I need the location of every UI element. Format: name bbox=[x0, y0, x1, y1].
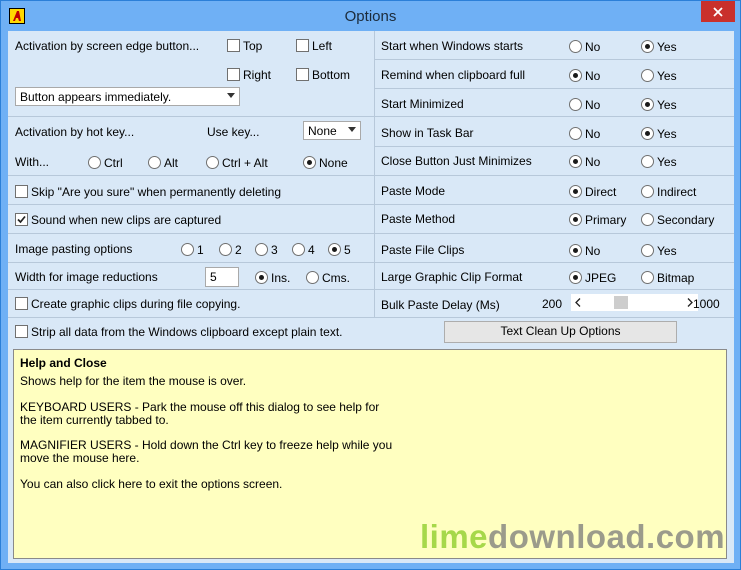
paste-file-clips-yes-radio[interactable] bbox=[641, 244, 654, 257]
bulk-delay-label: Bulk Paste Delay (Ms) bbox=[381, 298, 500, 312]
width-cms-radio[interactable] bbox=[306, 271, 319, 284]
usekey-value: None bbox=[308, 124, 337, 138]
row-divider bbox=[8, 262, 734, 263]
width-ins-radio[interactable] bbox=[255, 271, 268, 284]
image-paste-3-radio[interactable] bbox=[255, 243, 268, 256]
help-text: Shows help for the item the mouse is over. bbox=[20, 374, 247, 388]
with-ctrl-alt-radio[interactable] bbox=[206, 156, 219, 169]
large-graphic-clip-format-bitmap-radio[interactable] bbox=[641, 271, 654, 284]
strip-data-label: Strip all data from the Windows clipboard except plain text. bbox=[31, 325, 343, 339]
with-alt-label: Alt bbox=[164, 156, 179, 170]
start-minimized-label: Start Minimized bbox=[381, 97, 464, 111]
help-text: the item currently tabbed to. bbox=[20, 413, 169, 427]
paste-method-secondary-radio[interactable] bbox=[641, 213, 654, 226]
with-ctrl-radio[interactable] bbox=[88, 156, 101, 169]
show-in-task-bar-yes-label: Yes bbox=[657, 127, 677, 141]
paste-method-primary-radio[interactable] bbox=[569, 213, 582, 226]
with-none-radio[interactable] bbox=[303, 156, 316, 169]
paste-mode-indirect-label: Indirect bbox=[657, 185, 697, 199]
close-button-just-minimizes-no-radio[interactable] bbox=[569, 155, 582, 168]
edge-bottom-checkbox[interactable] bbox=[296, 68, 309, 81]
image-paste-5-radio[interactable] bbox=[328, 243, 341, 256]
start-when-windows-starts-label: Start when Windows starts bbox=[381, 39, 524, 53]
edge-left-label: Left bbox=[312, 39, 333, 53]
start-when-windows-starts-no-radio[interactable] bbox=[569, 40, 582, 53]
row-divider bbox=[8, 233, 734, 234]
options-panel bbox=[8, 31, 734, 563]
row-divider bbox=[8, 317, 734, 318]
width-label: Width for image reductions bbox=[15, 270, 158, 284]
hotkey-activation-label: Activation by hot key... bbox=[15, 125, 135, 139]
usekey-select[interactable] bbox=[303, 121, 361, 140]
help-text: move the mouse here. bbox=[20, 451, 140, 465]
large-graphic-clip-format-jpeg-label: JPEG bbox=[585, 271, 617, 285]
paste-file-clips-label: Paste File Clips bbox=[381, 243, 465, 257]
skip-confirm-checkbox[interactable] bbox=[15, 185, 28, 198]
large-graphic-clip-format-jpeg-radio[interactable] bbox=[569, 271, 582, 284]
edge-right-label: Right bbox=[243, 68, 272, 82]
image-paste-5-label: 5 bbox=[344, 243, 351, 257]
width-input[interactable] bbox=[205, 267, 239, 287]
start-minimized-yes-label: Yes bbox=[657, 98, 677, 112]
watermark-part1: lime bbox=[420, 518, 489, 555]
paste-file-clips-yes-label: Yes bbox=[657, 244, 677, 258]
close-button-just-minimizes-yes-label: Yes bbox=[657, 155, 677, 169]
close-button[interactable] bbox=[701, 1, 735, 22]
with-ctrl-label: Ctrl bbox=[104, 156, 123, 170]
chevron-left-icon[interactable] bbox=[575, 298, 581, 307]
start-when-windows-starts-yes-radio[interactable] bbox=[641, 40, 654, 53]
paste-method-label: Paste Method bbox=[381, 212, 456, 226]
with-label: With... bbox=[15, 155, 50, 169]
paste-file-clips-no-radio[interactable] bbox=[569, 244, 582, 257]
close-button-just-minimizes-yes-radio[interactable] bbox=[641, 155, 654, 168]
row-divider bbox=[8, 175, 734, 176]
image-paste-label: Image pasting options bbox=[15, 242, 133, 256]
close-button-just-minimizes-no-label: No bbox=[585, 155, 601, 169]
watermark bbox=[420, 518, 725, 556]
chevron-down-icon bbox=[348, 127, 356, 133]
check-icon bbox=[16, 214, 27, 225]
start-when-windows-starts-no-label: No bbox=[585, 40, 601, 54]
with-alt-radio[interactable] bbox=[148, 156, 161, 169]
close-button-just-minimizes-label: Close Button Just Minimizes bbox=[381, 154, 532, 168]
help-text: MAGNIFIER USERS - Hold down the Ctrl key to freeze help while you bbox=[20, 438, 393, 452]
image-paste-4-radio[interactable] bbox=[292, 243, 305, 256]
image-paste-1-label: 1 bbox=[197, 243, 204, 257]
edge-behavior-select[interactable] bbox=[15, 87, 240, 106]
image-paste-2-label: 2 bbox=[235, 243, 242, 257]
paste-file-clips-no-label: No bbox=[585, 244, 601, 258]
row-divider bbox=[374, 88, 734, 89]
watermark-part2: download.com bbox=[488, 518, 726, 555]
bulk-max-label: 1000 bbox=[693, 297, 720, 311]
paste-mode-indirect-radio[interactable] bbox=[641, 185, 654, 198]
skip-confirm-label: Skip "Are you sure" when permanently deleting bbox=[31, 185, 281, 199]
width-cms-label: Cms. bbox=[322, 271, 350, 285]
image-paste-3-label: 3 bbox=[271, 243, 278, 257]
column-divider bbox=[374, 31, 375, 317]
edge-left-checkbox[interactable] bbox=[296, 39, 309, 52]
start-when-windows-starts-yes-label: Yes bbox=[657, 40, 677, 54]
paste-mode-direct-radio[interactable] bbox=[569, 185, 582, 198]
image-paste-4-label: 4 bbox=[308, 243, 315, 257]
show-in-task-bar-no-radio[interactable] bbox=[569, 127, 582, 140]
text-cleanup-button[interactable]: Text Clean Up Options bbox=[444, 321, 677, 343]
row-divider bbox=[374, 146, 734, 147]
start-minimized-no-radio[interactable] bbox=[569, 98, 582, 111]
usekey-label: Use key... bbox=[207, 125, 260, 139]
paste-method-secondary-label: Secondary bbox=[657, 213, 715, 227]
edge-top-checkbox[interactable] bbox=[227, 39, 240, 52]
graphic-clips-checkbox[interactable] bbox=[15, 297, 28, 310]
remind-when-clipboard-full-label: Remind when clipboard full bbox=[381, 68, 526, 82]
width-ins-label: Ins. bbox=[271, 271, 291, 285]
help-text: You can also click here to exit the options screen. bbox=[20, 477, 283, 491]
remind-when-clipboard-full-no-label: No bbox=[585, 69, 601, 83]
start-minimized-no-label: No bbox=[585, 98, 601, 112]
with-ctrl-alt-label: Ctrl + Alt bbox=[222, 156, 268, 170]
sound-checkbox[interactable] bbox=[15, 213, 28, 226]
with-none-label: None bbox=[319, 156, 348, 170]
window-title: Options bbox=[344, 8, 397, 25]
bulk-min-label: 200 bbox=[542, 297, 563, 311]
show-in-task-bar-no-label: No bbox=[585, 127, 601, 141]
title-bar bbox=[1, 1, 740, 31]
paste-mode-direct-label: Direct bbox=[585, 185, 617, 199]
help-title: Help and Close bbox=[20, 356, 107, 370]
edge-bottom-label: Bottom bbox=[312, 68, 351, 82]
remind-when-clipboard-full-yes-label: Yes bbox=[657, 69, 677, 83]
remind-when-clipboard-full-no-radio[interactable] bbox=[569, 69, 582, 82]
strip-data-checkbox[interactable] bbox=[15, 325, 28, 338]
large-graphic-clip-format-bitmap-label: Bitmap bbox=[657, 271, 695, 285]
large-graphic-clip-format-label: Large Graphic Clip Format bbox=[381, 270, 523, 284]
help-text: KEYBOARD USERS - Park the mouse off this dialog to see help for bbox=[20, 400, 380, 414]
sound-label: Sound when new clips are captured bbox=[31, 213, 222, 227]
remind-when-clipboard-full-yes-radio[interactable] bbox=[641, 69, 654, 82]
bulk-delay-slider[interactable] bbox=[571, 294, 698, 311]
row-divider bbox=[8, 204, 734, 205]
row-divider bbox=[8, 289, 734, 290]
show-in-task-bar-yes-radio[interactable] bbox=[641, 127, 654, 140]
chevron-down-icon bbox=[227, 93, 235, 99]
image-paste-2-radio[interactable] bbox=[219, 243, 232, 256]
row-divider bbox=[374, 59, 734, 60]
edge-behavior-value: Button appears immediately. bbox=[20, 90, 172, 104]
edge-top-label: Top bbox=[243, 39, 263, 53]
paste-mode-label: Paste Mode bbox=[381, 184, 446, 198]
width-value: 5 bbox=[210, 270, 217, 284]
show-in-task-bar-label: Show in Task Bar bbox=[381, 126, 474, 140]
row-divider bbox=[8, 116, 734, 117]
paste-method-primary-label: Primary bbox=[585, 213, 627, 227]
edge-activation-label: Activation by screen edge button... bbox=[15, 39, 200, 53]
edge-right-checkbox[interactable] bbox=[227, 68, 240, 81]
close-icon bbox=[713, 7, 723, 17]
start-minimized-yes-radio[interactable] bbox=[641, 98, 654, 111]
image-paste-1-radio[interactable] bbox=[181, 243, 194, 256]
graphic-clips-label: Create graphic clips during file copying. bbox=[31, 297, 241, 311]
slider-thumb[interactable] bbox=[614, 296, 628, 309]
